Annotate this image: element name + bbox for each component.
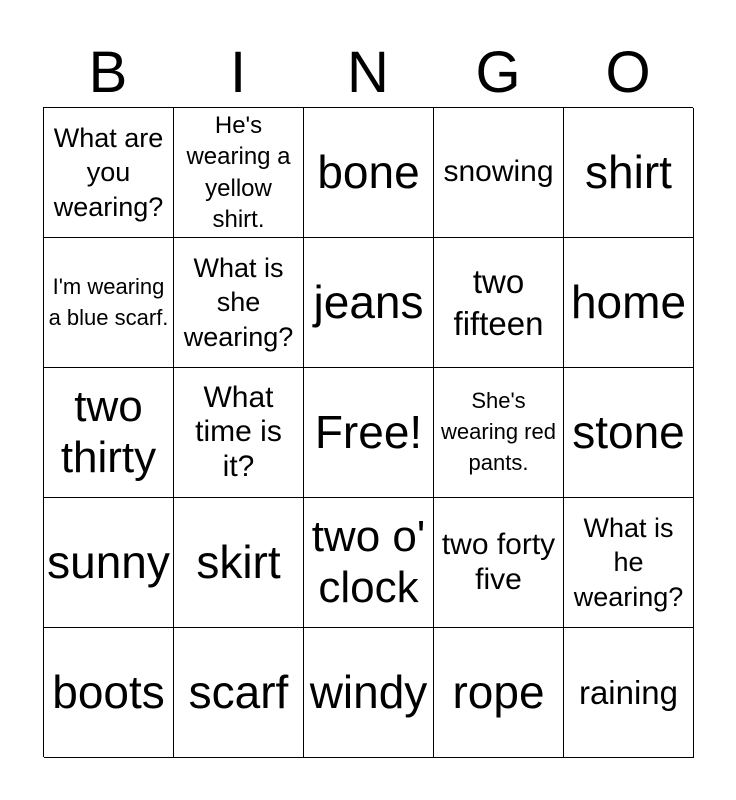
bingo-cell[interactable]: What time is it? — [174, 368, 304, 498]
bingo-cell[interactable]: I'm wearing a blue scarf. — [44, 238, 174, 368]
bingo-cell[interactable]: stone — [564, 368, 694, 498]
bingo-cell[interactable]: What is she wearing? — [174, 238, 304, 368]
header-letter-i: I — [229, 40, 247, 105]
bingo-cell[interactable]: two o' clock — [304, 498, 434, 628]
bingo-cell[interactable]: two forty five — [434, 498, 564, 628]
bingo-cell[interactable]: raining — [564, 628, 694, 758]
bingo-cell[interactable]: scarf — [174, 628, 304, 758]
bingo-cell[interactable]: She's wearing red pants. — [434, 368, 564, 498]
bingo-cell[interactable]: home — [564, 238, 694, 368]
bingo-cell[interactable]: rope — [434, 628, 564, 758]
bingo-cell[interactable]: snowing — [434, 108, 564, 238]
bingo-cell[interactable]: What is he wearing? — [564, 498, 694, 628]
bingo-cell[interactable]: skirt — [174, 498, 304, 628]
header-letter-o: O — [605, 40, 651, 105]
bingo-cell free-space[interactable]: Free! — [304, 368, 434, 498]
bingo-cell[interactable]: boots — [44, 628, 174, 758]
bingo-cell[interactable]: two thirty — [44, 368, 174, 498]
bingo-cell[interactable]: sunny — [44, 498, 174, 628]
bingo-cell[interactable]: What are you wearing? — [44, 108, 174, 238]
bingo-cell[interactable]: windy — [304, 628, 434, 758]
bingo-cell[interactable]: He's wearing a yellow shirt. — [174, 108, 304, 238]
bingo-cell[interactable]: bone — [304, 108, 434, 238]
bingo-cell[interactable]: shirt — [564, 108, 694, 238]
bingo-cell[interactable]: two fifteen — [434, 238, 564, 368]
bingo-board — [43, 107, 693, 757]
bingo-cell[interactable]: jeans — [304, 238, 434, 368]
bingo-header — [43, 40, 693, 106]
header-letter-g: G — [475, 40, 521, 105]
header-letter-n: N — [347, 40, 389, 105]
header-letter-b: B — [88, 40, 128, 105]
